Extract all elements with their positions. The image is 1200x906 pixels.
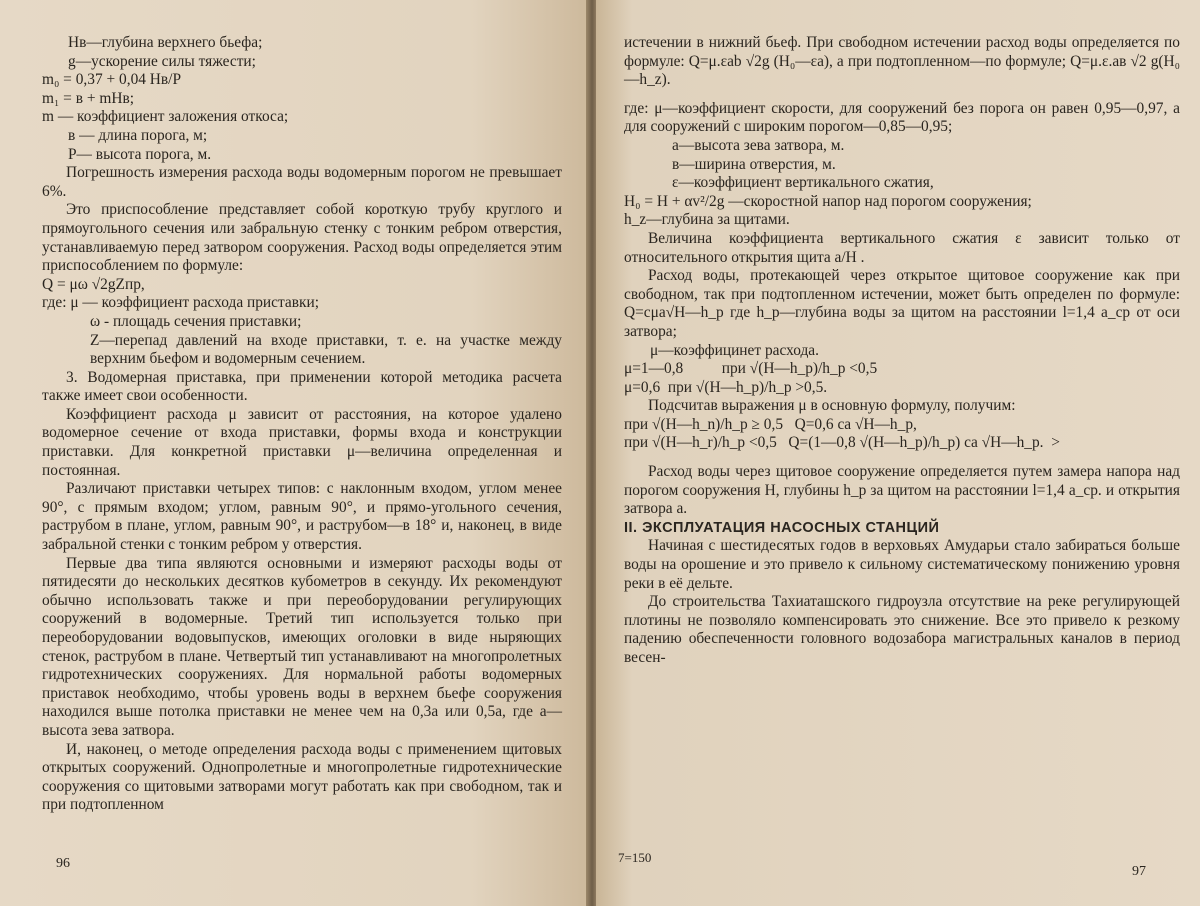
formula-line: m₁ = в + mHв; xyxy=(42,89,134,107)
text-line: g—ускорение силы тяжести; xyxy=(68,52,256,70)
spacer xyxy=(624,90,1180,100)
text-line: где: μ — коэффициент расхода приставки; xyxy=(42,294,319,312)
text-line: в—ширина отверстия, м. xyxy=(672,155,836,173)
page-number: 97 xyxy=(1132,864,1146,879)
paragraph: Величина коэффициента вертикального сжатия ε зависит только от относительного открытия щита a/H . xyxy=(624,229,1180,266)
formula-line: μ=1—0,8 при √(H—h_p)/h_p <0,5 xyxy=(624,360,878,378)
paragraph: Первые два типа являются основными и измеряют расходы воды от пятидесяти до нескольких десятков кубометров в секунду. Их рекомендуют обычно использовать также и при переоборудовании регулирующих сооружений в водомерные. Третий тип используется только при переоборудовании водовыпусков, имеющих оголовки в виде ныряющих стенок, раструбом в плане. Четвертый тип устанавливают на многопролетных гидротехнических сооружениях. Для нормальной работы водомерных приставок необходимо, чтобы уровень воды в верхнем бьефе сооружения находился выше потолка приставки не менее чем на 0,3а или 0,5а, где а—высота зева затвора. xyxy=(42,554,562,739)
page-number: 96 xyxy=(56,856,70,871)
paragraph: Расход воды через щитовое сооружение определяется путем замера напора над порогом сооружения H, глубины h_p за щитом на расстоянии l=1,4 a_cp. и открытия затвора а. xyxy=(624,463,1180,518)
text-line: где: μ—коэффициент скорости, для сооружений без порога он равен 0,95—0,97, а для сооружений с широким порогом—0,85—0,95; xyxy=(624,99,1180,136)
text-line: ε—коэффициент вертикального сжатия, xyxy=(672,174,934,192)
formula-line: m₀ = 0,37 + 0,04 Hв/P xyxy=(42,71,182,89)
text-line: m — коэффициент заложения откоса; xyxy=(42,108,289,126)
formula-line: μ=0,6 при √(H—h_p)/h_p >0,5. xyxy=(624,378,828,396)
text-line: Z—перепад давлений на входе приставки, т. е. на участке между верхним бьефом и водомерным сечением. xyxy=(90,331,562,368)
paragraph: И, наконец, о методе определения расхода воды с применением щитовых открытых сооружений. Однопролетные и многопролетные гидротехнические сооружения со щитовыми затворами могут работать как при свободном, так и при подтопленном xyxy=(42,740,562,814)
paragraph: Это приспособление представляет собой короткую трубу круглого и прямоугольного сечения или забральную стенку с тонким ребром отверстия, устанавливаемую перед затвором сооружения. Расход воды определяется этим приспособлением по формуле: xyxy=(42,201,562,275)
text-line: h_z—глубина за щитами. xyxy=(624,211,790,229)
text-line: Hв—глубина верхнего бьефа; xyxy=(68,34,263,51)
text-line: а—высота зева затвора, м. xyxy=(672,136,845,154)
section-heading: II. ЭКСПЛУАТАЦИЯ НАСОСНЫХ СТАНЦИЙ xyxy=(624,519,940,536)
paragraph: Коэффициент расхода μ зависит от расстояния, на которое удалено водомерное сечение от входа приставки, формы входа и конструкции приставки. Для конкретной приставки μ—величина определенная и постоянная. xyxy=(42,405,562,479)
formula-line: при √(H—h_n)/h_p ≥ 0,5 Q=0,6 ca √H—h_p, xyxy=(624,415,917,433)
text-line: в — длина порога, м; xyxy=(68,126,208,144)
formula-line: H₀ = H + αv²/2g —скоростной напор над порогом сооружения; xyxy=(624,192,1032,210)
spacer xyxy=(624,453,1180,463)
printer-signature-mark: 7=150 xyxy=(618,850,652,865)
paragraph: Расход воды, протекающей через открытое щитовое сооружение как при свободном, так при подтопленном истечении, может быть определен по формуле: Q=cμa√H—h_p где h_p—глубина воды за щитом на расстоянии l=1,4 a_cp от оси затвора; xyxy=(624,267,1180,340)
text-line: μ—коэффицинет расхода. xyxy=(650,341,819,359)
paragraph: До строительства Тахиаташского гидроузла отсутствие на реке регулирующей плотины не позволяло компенсировать это снижение. Все это привело к резкому падению обеспеченности головного водозабора магистральных каналов в период весен- xyxy=(624,593,1180,666)
paragraph: 3. Водомерная приставка, при применении которой методика расчета также имеет свои особенности. xyxy=(42,368,562,405)
formula-line: при √(H—h_r)/h_p <0,5 Q=(1—0,8 √(H—h_p)/h_p) ca √H—h_p. > xyxy=(624,434,1060,452)
paragraph: Подсчитав выражения μ в основную формулу, получим: xyxy=(648,397,1016,415)
right-page xyxy=(596,0,1200,906)
left-page xyxy=(0,0,588,906)
paragraph: Погрешность измерения расхода воды водомерным порогом не превышает 6%. xyxy=(42,164,562,200)
paragraph: истечении в нижний бьеф. При свободном истечении расход воды определяется по формуле: Q=μ.εab √2g (H₀—εa), а при подтопленном—по формуле; Q=μ.ε.ав √2 g(H₀—h_z). xyxy=(624,34,1180,89)
formula-line: Q = μω √2gZпр, xyxy=(42,275,145,293)
text-line: ω - площадь сечения приставки; xyxy=(90,312,302,330)
text-line: P— высота порога, м. xyxy=(68,145,212,163)
left-page-text xyxy=(42,34,562,815)
right-page-text xyxy=(624,34,1180,668)
paragraph: Начиная с шестидесятых годов в верховьях Амударьи стало забираться больше воды на орошение и это привело к сильному систематическому понижению уровня реки в её дельте. xyxy=(624,537,1180,592)
paragraph: Различают приставки четырех типов: с наклонным входом, углом менее 90°, с прямым входом; углом, равным 90°, и прямо-угольного сечения, раструбом в плане, углом, равным 90°, и раструбом—в 18° и, наконец, в виде забральной стенки с тонким ребром у отверстия. xyxy=(42,480,562,554)
